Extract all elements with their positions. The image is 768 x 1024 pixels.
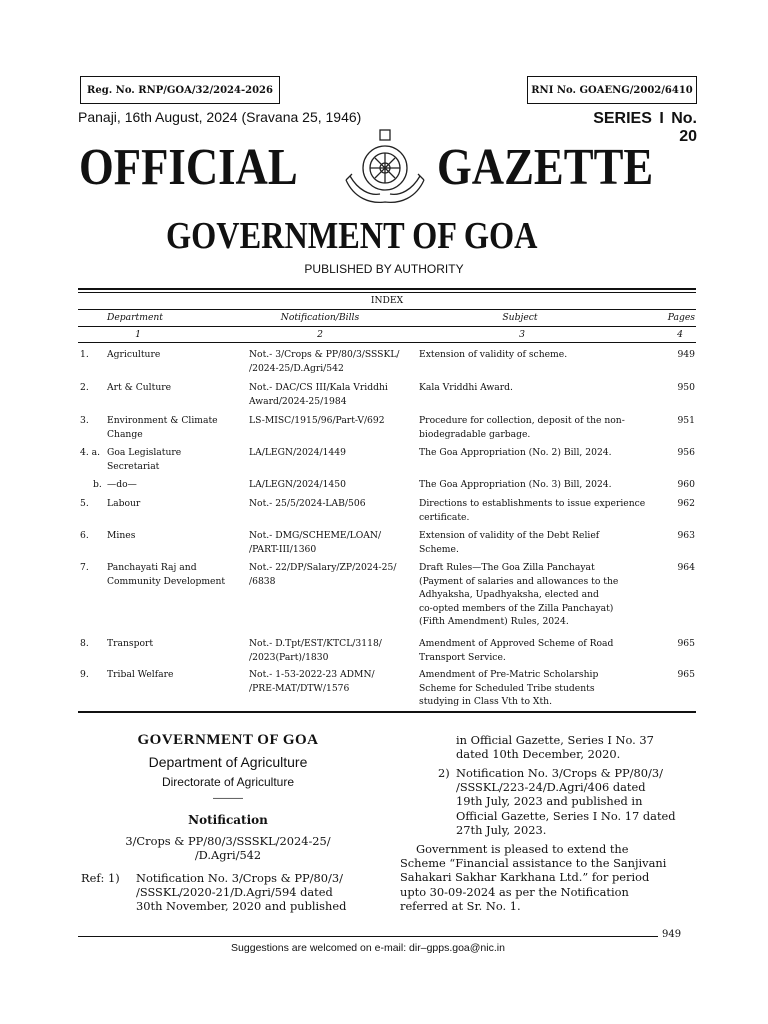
index-row-department: Agriculture <box>107 349 161 360</box>
index-row-department: Transport <box>107 638 154 649</box>
index-row-page: 965 <box>677 638 695 649</box>
index-row-subject: The Goa Appropriation (No. 3) Bill, 2024. <box>419 479 612 490</box>
index-row-number: 8. <box>80 638 89 649</box>
index-row-page: 963 <box>677 530 695 541</box>
index-row-department: Mines <box>107 530 136 541</box>
index-row-subject: Procedure for collection, deposit of the non- biodegradable garbage. <box>419 415 625 440</box>
notice-department: Department of Agriculture <box>148 754 308 770</box>
index-row-notification: LA/LEGN/2024/1449 <box>249 447 346 458</box>
index-row-department: Panchayati Raj and Community Development <box>107 562 226 587</box>
index-row-number: 4. a. <box>80 447 101 458</box>
notice-heading: Notification <box>188 813 268 827</box>
index-row-number: 2. <box>80 382 89 393</box>
page-number: 949 <box>662 929 682 940</box>
index-row-number: 9. <box>80 669 89 680</box>
index-row-page: 949 <box>677 349 695 360</box>
index-row-department: Environment & Climate Change <box>107 415 218 440</box>
notice-number: 3/Crops & PP/80/3/SSSKL/2024-25/ /D.Agri/542 <box>125 834 331 863</box>
index-row-page: 950 <box>677 382 695 393</box>
masthead-government-of-goa: GOVERNMENT OF GOA <box>166 215 538 257</box>
index-row-subject: Amendment of Pre-Matric Scholarship Scheme for Scheduled Tribe students studying in Class Vth to Xth. <box>419 669 599 707</box>
index-row-page: 962 <box>677 498 695 509</box>
goa-emblem-icon <box>340 128 430 210</box>
footer-suggestion: Suggestions are welcomed on e-mail: dir–gpps.goa@nic.in <box>231 942 505 954</box>
index-row-page: 951 <box>677 415 695 426</box>
notice-dash: ——— <box>213 793 243 804</box>
index-row-number: 6. <box>80 530 89 541</box>
index-row-department: Tribal Welfare <box>107 669 174 680</box>
col-number-2: 2 <box>317 329 323 340</box>
index-row-subject: Extension of validity of scheme. <box>419 349 568 360</box>
reference-1-continued: in Official Gazette, Series I No. 37 dated 10th December, 2020. <box>456 733 654 762</box>
notice-body: Government is pleased to extend the Scheme “Financial assistance to the Sanjivani Sahakari Sakhar Karkhana Ltd.” for period upto 30-09-2024 as per the Notification referred at Sr. No. 1. <box>400 842 667 913</box>
rni-number: RNI No. GOAENG/2002/6410 <box>527 76 697 104</box>
index-title: INDEX <box>370 295 404 306</box>
col-header-subject: Subject <box>502 312 538 323</box>
index-top-rule <box>78 288 696 290</box>
index-row-page: 964 <box>677 562 695 573</box>
notice-government-of-goa: GOVERNMENT OF GOA <box>137 732 319 748</box>
index-row-subject: The Goa Appropriation (No. 2) Bill, 2024. <box>419 447 612 458</box>
reference-1: Notification No. 3/Crops & PP/80/3/ /SSSKL/2020-21/D.Agri/594 dated 30th November, 2020 and published <box>136 871 347 914</box>
index-row-number: b. <box>93 479 102 490</box>
index-row-notification: LS-MISC/1915/96/Part-V/692 <box>249 415 385 426</box>
col-number-3: 3 <box>519 329 525 340</box>
index-row-notification: LA/LEGN/2024/1450 <box>249 479 346 490</box>
index-row-department: Goa Legislature Secretariat <box>107 447 182 472</box>
footer-rule <box>78 936 658 937</box>
col-number-1: 1 <box>135 329 141 340</box>
index-row-number: 3. <box>80 415 89 426</box>
index-row-subject: Directions to establishments to issue experience certificate. <box>419 498 646 523</box>
index-row-page: 965 <box>677 669 695 680</box>
index-row-number: 5. <box>80 498 89 509</box>
index-row-department: Labour <box>107 498 141 509</box>
col-number-4: 4 <box>677 329 683 340</box>
series-number: SERIES I No. 20 <box>593 110 697 145</box>
index-row-subject: Extension of validity of the Debt Relief Scheme. <box>419 530 600 555</box>
col-header-department: Department <box>107 312 164 323</box>
index-row-notification: Not.- DMG/SCHEME/LOAN/ /PART-III/1360 <box>249 530 382 555</box>
date-line: Panaji, 16th August, 2024 (Sravana 25, 1946) <box>78 109 362 125</box>
index-row-number: 7. <box>80 562 89 573</box>
index-row-subject: Draft Rules—The Goa Zilla Panchayat (Payment of salaries and allowances to the Adhyaksha, Upadhyaksha, elected and co-opted members of the Zilla Panchayat) (Fifth Amendment) Rules, 2024. <box>419 562 619 627</box>
index-row-department: —do— <box>107 479 137 490</box>
index-row-subject: Kala Vriddhi Award. <box>419 382 513 393</box>
index-row-page: 960 <box>677 479 695 490</box>
masthead-gazette: GAZETTE <box>437 139 654 196</box>
index-row-number: 1. <box>80 349 89 360</box>
col-header-pages: Pages <box>667 312 695 323</box>
header-rule <box>78 326 696 327</box>
registration-number: Reg. No. RNP/GOA/32/2024-2026 <box>80 76 280 104</box>
index-row-notification: Not.- DAC/CS III/Kala Vriddhi Award/2024-25/1984 <box>249 382 388 407</box>
index-top-rule-2 <box>78 292 696 293</box>
index-row-page: 956 <box>677 447 695 458</box>
published-by-authority: PUBLISHED BY AUTHORITY <box>304 262 464 276</box>
notice-directorate: Directorate of Agriculture <box>161 775 295 789</box>
reference-2: Notification No. 3/Crops & PP/80/3/ /SSSKL/223-24/D.Agri/406 dated 19th July, 2023 and published in Official Gazette, Series I No. 17 dated 27th July, 2023. <box>456 766 676 837</box>
column-number-rule <box>78 342 696 343</box>
reference-label: Ref: 1) <box>81 871 120 885</box>
index-bottom-rule <box>78 711 696 713</box>
index-row-department: Art & Culture <box>107 382 172 393</box>
index-row-notification: Not.- 1-53-2022-23 ADMN/ /PRE-MAT/DTW/1576 <box>249 669 375 694</box>
index-row-notification: Not.- 22/DP/Salary/ZP/2024-25/ /6838 <box>249 562 397 587</box>
index-row-notification: Not.- 3/Crops & PP/80/3/SSSKL/ /2024-25/D.Agri/542 <box>249 349 400 374</box>
index-row-notification: Not.- 25/5/2024-LAB/506 <box>249 498 366 509</box>
index-row-subject: Amendment of Approved Scheme of Road Transport Service. <box>419 638 614 663</box>
masthead-official: OFFICIAL <box>79 139 298 196</box>
index-row-notification: Not.- D.Tpt/EST/KTCL/3118/ /2023(Part)/1830 <box>249 638 382 663</box>
col-header-notification: Notification/Bills <box>280 312 360 323</box>
index-title-rule <box>78 309 696 310</box>
reference-2-label: 2) <box>438 766 450 780</box>
